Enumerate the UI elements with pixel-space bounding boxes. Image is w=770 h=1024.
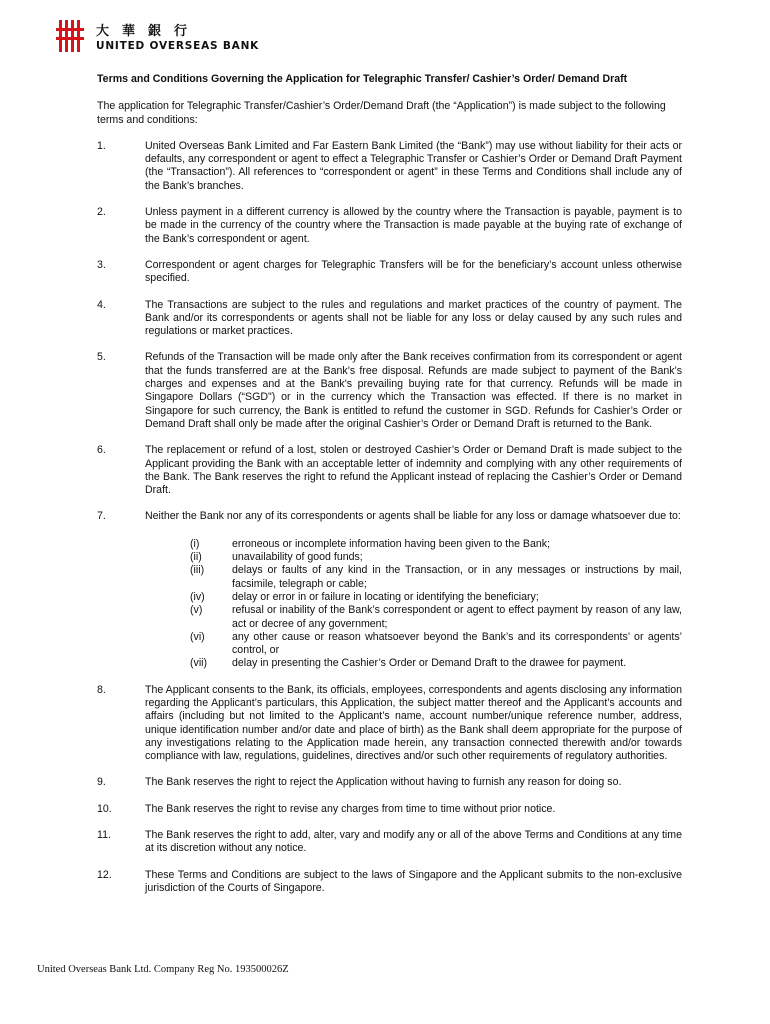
uob-logo-mark-icon [56,20,86,52]
clause-text: The Bank reserves the right to reject the Application without having to furnish any reason for doing so. [145,776,622,789]
sub-item-number: (iv) [190,590,205,603]
clause-number: 1. [97,139,106,152]
sub-item [190,538,682,551]
sub-item-text: erroneous or incomplete information having been given to the Bank; [232,537,551,550]
clause-item [97,510,682,670]
clause-text: United Overseas Bank Limited and Far Eastern Bank Limited (the “Bank”) may use without liability for their acts or defaults, any correspondent or agent to effect a Telegraphic Transfer or Cashier’s Order or Demand Draft Payment (the “Transaction”). All references to “correspondent or agent” in these Terms and Conditions shall include any of the Bank’s branches. [145,139,682,192]
clause-text: Unless payment in a different currency is allowed by the country where the Transaction is payable, payment is to be made in the currency of the country where the Transaction is made payable at the buying rate of exchange of the Bank’s correspondent or agent. [145,206,682,245]
clause-item [97,140,682,193]
clause-text: The replacement or refund of a lost, stolen or destroyed Cashier’s Order or Demand Draft is made subject to the Applicant providing the Bank with an acceptable letter of indemnity and complying with any other requirements of the Bank. The Bank reserves the right to refund the Applicant instead of replacing the Cashier’s Order or Demand Draft. [145,444,682,497]
clause-number: 9. [97,776,106,789]
clause-text: The Bank reserves the right to revise any charges from time to time without prior notice. [145,802,556,815]
clause-number: 5. [97,351,106,364]
clause-number: 10. [97,802,112,815]
sub-item [190,631,682,658]
clause-number: 4. [97,298,106,311]
clause-item [97,684,682,764]
clause-item [97,206,682,246]
sub-item-number: (i) [190,537,200,550]
sub-item [190,657,682,670]
clause-item [97,869,682,896]
clause-text: Neither the Bank nor any of its correspondents or agents shall be liable for any loss or damage whatsoever due to: [145,510,681,523]
sub-item-number: (ii) [190,551,202,564]
sub-item [190,591,682,604]
clause-item [97,351,682,431]
clause-text: Correspondent or agent charges for Telegraphic Transfers will be for the beneficiary’s account unless otherwise specified. [145,258,682,285]
logo-chinese-name: 大華銀行 [96,24,201,39]
company-registration-footer: United Overseas Bank Ltd. Company Reg No. 193500026Z [37,964,289,975]
terms-document [97,73,682,908]
clause-text: The Transactions are subject to the rules and regulations and market practices of the country of payment. The Bank and/or its correspondents or agents shall not be liable for any loss or delay caused by any such rules and regulations or market practices. [145,298,682,338]
clause-number: 3. [97,258,106,271]
sub-item [190,604,682,631]
sub-item-text: unavailability of good funds; [232,551,363,564]
sub-item-text: delay or error in or failure in locating or identifying the beneficiary; [232,590,539,603]
clause-number: 6. [97,444,106,457]
liability-exclusions-list [190,538,682,671]
sub-item-text: delays or faults of any kind in the Transaction, or in any messages or instructions by mail, facsimile, telegraph or cable; [232,564,682,590]
sub-item [190,564,682,591]
document-title: Terms and Conditions Governing the Application for Telegraphic Transfer/ Cashier’s Order/ Demand Draft [97,73,628,85]
clause-body [145,510,682,670]
sub-item-number: (v) [190,604,203,617]
clause-item [97,259,682,286]
clause-item [97,776,682,789]
clause-item [97,299,682,339]
sub-item-number: (vi) [190,630,205,643]
sub-item-number: (iii) [190,564,205,577]
clause-item [97,829,682,856]
clause-item [97,803,682,816]
clause-item [97,444,682,497]
clause-number: 7. [97,510,106,523]
clause-text: The Bank reserves the right to add, alter, vary and modify any or all of the above Terms and Conditions at any time at its discretion without any notice. [145,829,682,855]
clause-number: 8. [97,683,106,696]
logo-english-name: UNITED OVERSEAS BANK [96,40,260,52]
clause-number: 12. [97,868,112,881]
clause-text: Refunds of the Transaction will be made only after the Bank receives confirmation from its correspondent or agent that the funds transferred are at the Bank’s free disposal. Refunds are made subject to payment of the Bank’s charges and expenses and at the Bank's prevailing buying rate for that currency. Refunds will be made in Singapore Dollars (“SGD") or in the currency which the Transaction was effected. If there is no market in Singapore for such currency, the Bank is entitled to refund the customer in SGD. Refunds for Cashier’s Order or Demand Draft shall only be made after the original Cashier’s Order or Demand Draft is returned to the Bank. [145,351,682,430]
clause-number: 11. [97,829,111,842]
sub-item-text: delay in presenting the Cashier’s Order or Demand Draft to the drawee for payment. [232,657,627,670]
document-intro: The application for Telegraphic Transfer/Cashier’s Order/Demand Draft (the “Application”) is made subject to the following terms and conditions: [97,100,666,126]
sub-item-text: any other cause or reason whatsoever beyond the Bank’s and its correspondents’ or agents’ control, or [232,630,682,657]
sub-item [190,551,682,564]
clause-number: 2. [97,206,106,219]
sub-item-number: (vii) [190,657,208,670]
clause-text: The Applicant consents to the Bank, its officials, employees, correspondents and agents disclosing any information regarding the Applicant’s particulars, this Application, the subject matter thereof and the Applicant’s accounts and affairs (including but not limited to the Applicant’s name, account number/unique reference number, address, unique identification number and/or date and place of birth) as the Bank shall deem appropriate for the purpose of any investigations relating to the Application made herein, any transaction connected therewith and/or towards compliance with law, regulations, guidelines, directives and/or such other requirements of regulatory authorities. [145,683,682,763]
clause-text: These Terms and Conditions are subject to the laws of Singapore and the Applicant submits to the non-exclusive jurisdiction of the Courts of Singapore. [145,868,682,894]
sub-item-text: refusal or inability of the Bank’s correspondent or agent to effect payment by reason of any law, act or decree of any government; [232,604,682,630]
